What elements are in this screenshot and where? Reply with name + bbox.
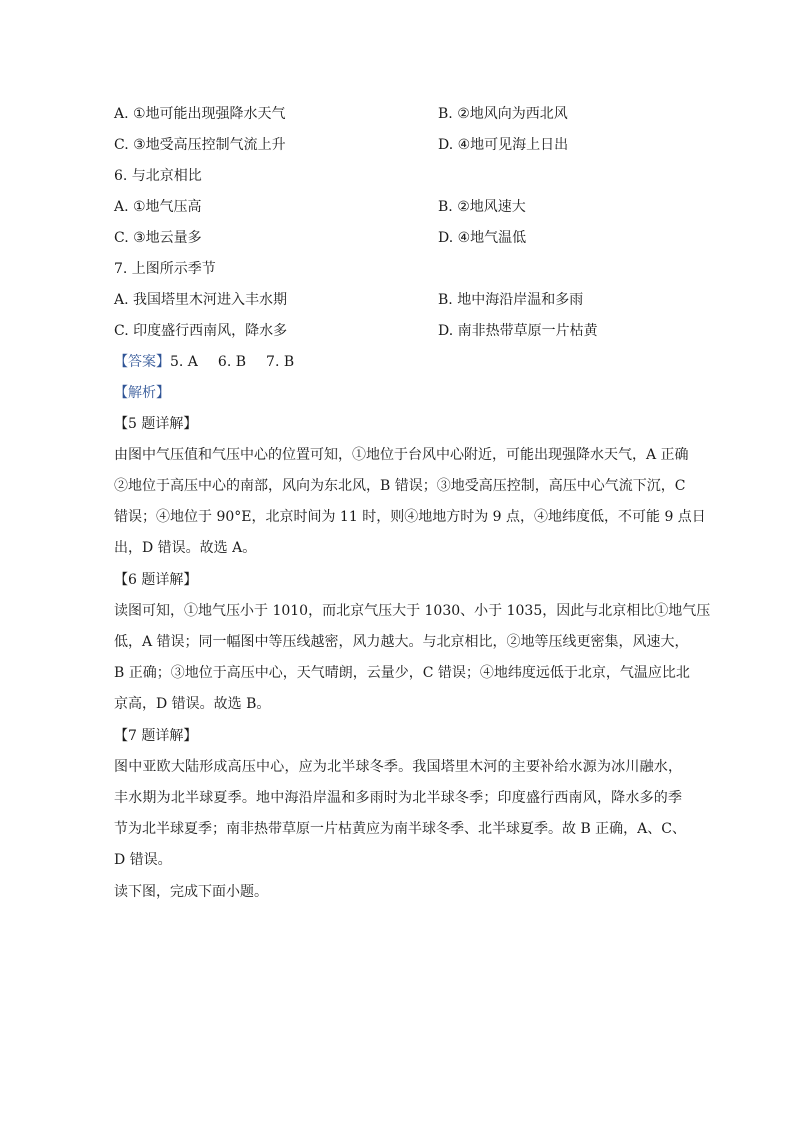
q7-option-b: B. 地中海沿岸温和多雨 (438, 292, 584, 308)
answer-label: 【答案】 (114, 354, 170, 370)
detail-7-label: 【7 题详解】 (114, 728, 198, 744)
q6-stem: 6. 与北京相比 (114, 168, 202, 184)
detail-6-line: 读图可知，①地气压小于 1010，而北京气压大于 1030、小于 1035，因此与北京相比①地气压 (114, 603, 711, 619)
analysis-label: 【解析】 (114, 385, 170, 401)
detail-6-line: 低，A 错误；同一幅图中等压线越密，风力越大。与北京相比，②地等压线更密集，风速大， (114, 634, 689, 650)
q5-option-a: A. ①地可能出现强降水天气 (114, 106, 286, 122)
detail-7-line: 图中亚欧大陆形成高压中心，应为北半球冬季。我国塔里木河的主要补给水源为冰川融水， (114, 759, 682, 775)
detail-5-line: 出，D 错误。故选 A。 (114, 540, 257, 556)
answer-row (114, 352, 294, 372)
answer-5: 5. A (170, 354, 198, 370)
q7-stem: 7. 上图所示季节 (114, 261, 216, 277)
detail-6-line: 京高，D 错误。故选 B。 (114, 696, 271, 712)
q7-option-c: C. 印度盛行西南风，降水多 (114, 323, 288, 339)
detail-5-label: 【5 题详解】 (114, 416, 198, 432)
answer-6: 6. B (217, 354, 247, 370)
q6-option-b: B. ②地风速大 (438, 199, 526, 215)
q6-option-c: C. ③地云量多 (114, 230, 202, 246)
detail-7-line: 丰水期为北半球夏季。地中海沿岸温和多雨时为北半球冬季；印度盛行西南风，降水多的季 (114, 790, 682, 806)
answer-7: 7. B (266, 354, 295, 370)
detail-7-text (114, 752, 687, 876)
detail-7-line: D 错误。 (114, 852, 172, 868)
q7-option-a: A. 我国塔里木河进入丰水期 (114, 292, 288, 308)
detail-6-line: B 正确；③地位于高压中心，天气晴朗，云量少，C 错误；④地纬度远低于北京，气温应比北 (114, 665, 690, 681)
q6-option-a: A. ①地气压高 (114, 199, 202, 215)
detail-5-line: ②地位于高压中心的南部，风向为东北风，B 错误；③地受高压控制，高压中心气流下沉，C (114, 478, 686, 494)
detail-5-text (114, 440, 706, 564)
detail-7-line: 节为北半球夏季；南非热带草原一片枯黄应为南半球冬季、北半球夏季。故 B 正确，A、C、 (114, 821, 687, 837)
detail-6-label: 【6 题详解】 (114, 572, 198, 588)
q6-option-d: D. ④地气温低 (438, 230, 527, 246)
detail-5-line: 错误；④地位于 90°E，北京时间为 11 时，则④地地方时为 9 点，④地纬度低，不可能 9 点日 (114, 509, 706, 525)
detail-5-line: 由图中气压值和气压中心的位置可知，①地位于台风中心附近，可能出现强降水天气，A 正确 (114, 447, 689, 463)
q7-option-d: D. 南非热带草原一片枯黄 (438, 323, 598, 339)
q5-option-c: C. ③地受高压控制气流上升 (114, 137, 286, 153)
q5-option-d: D. ④地可见海上日出 (438, 137, 569, 153)
next-question-prompt: 读下图，完成下面小题。 (114, 884, 268, 900)
q5-option-b: B. ②地风向为西北风 (438, 106, 568, 122)
detail-6-text (114, 596, 711, 720)
